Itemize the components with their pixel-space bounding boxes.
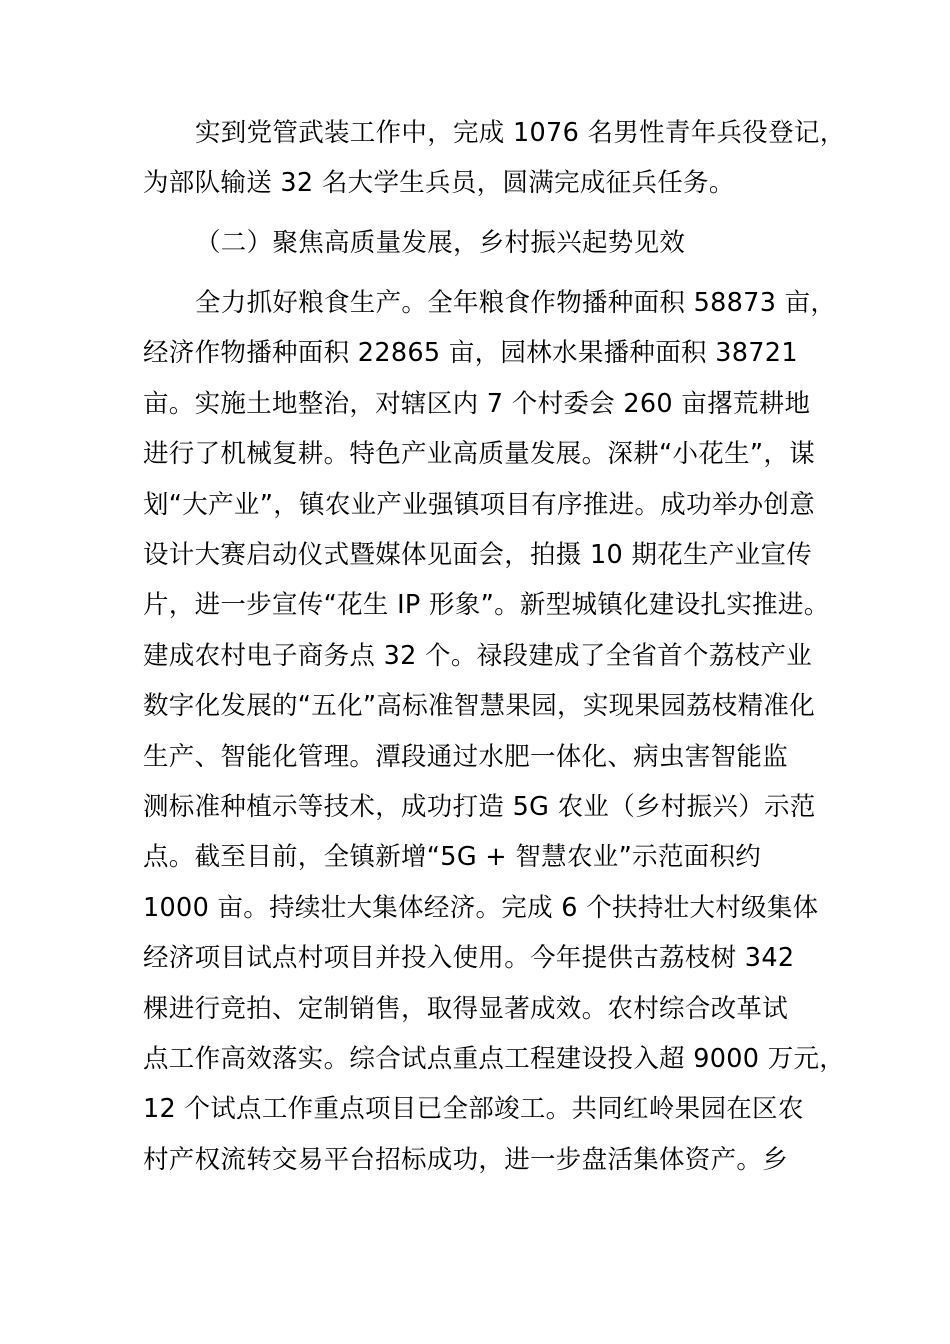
paragraph-line: 1000 亩。持续壮大集体经济。完成 6 个扶持壮大村级集体 — [143, 892, 819, 923]
paragraph-line: 片，进一步宣传“花生 IP 形象”。新型城镇化建设扎实推进。 — [143, 590, 830, 621]
paragraph-line: 数字化发展的“五化”高标准智慧果园，实现果园荔枝精准化 — [143, 691, 816, 722]
paragraph-line: 建成农村电子商务点 32 个。禄段建成了全省首个荔枝产业 — [143, 640, 813, 671]
paragraph-line: 设计大赛启动仪式暨媒体见面会，拍摄 10 期花生产业宣传 — [143, 540, 813, 570]
section-heading: （二）聚焦高质量发展，乡村振兴起势见效 — [195, 228, 686, 258]
paragraph-line: 点。截至目前，全镇新增“5G + 智慧农业”示范面积约 — [143, 842, 762, 873]
paragraph-line: 村产权流转交易平台招标成功，进一步盘活集体资产。乡 — [143, 1144, 789, 1175]
paragraph-line: 全力抓好粮食生产。全年粮食作物播种面积 58873 亩， — [195, 288, 837, 318]
paragraph-line: 进行了机械复耕。特色产业高质量发展。深耕“小花生”，谋 — [143, 439, 816, 470]
paragraph-line: 点工作高效落实。综合试点重点工程建设投入超 9000 万元， — [143, 1044, 846, 1074]
paragraph-line: 经济项目试点村项目并投入使用。今年提供古荔枝树 342 — [143, 943, 795, 974]
paragraph-line: 实到党管武装工作中，完成 1076 名男性青年兵役登记， — [195, 118, 846, 148]
paragraph-line: 亩。实施土地整治，对辖区内 7 个村委会 260 亩撂荒耕地 — [143, 388, 811, 419]
paragraph-line: 经济作物播种面积 22865 亩，园林水果播种面积 38721 — [143, 338, 798, 369]
paragraph-line: 为部队输送 32 名大学生兵员，圆满完成征兵任务。 — [143, 168, 735, 198]
paragraph-line: 12 个试点工作重点项目已全部竣工。共同红岭果园在区农 — [143, 1094, 804, 1125]
paragraph-line: 棵进行竞拍、定制销售，取得显著成效。农村综合改革试 — [143, 993, 789, 1024]
paragraph-line: 划“大产业”，镇农业产业强镇项目有序推进。成功举办创意 — [143, 489, 816, 520]
paragraph-line: 测标准种植示等技术，成功打造 5G 农业（乡村振兴）示范 — [143, 792, 816, 822]
paragraph-line: 生产、智能化管理。潭段通过水肥一体化、病虫害智能监 — [143, 741, 789, 772]
